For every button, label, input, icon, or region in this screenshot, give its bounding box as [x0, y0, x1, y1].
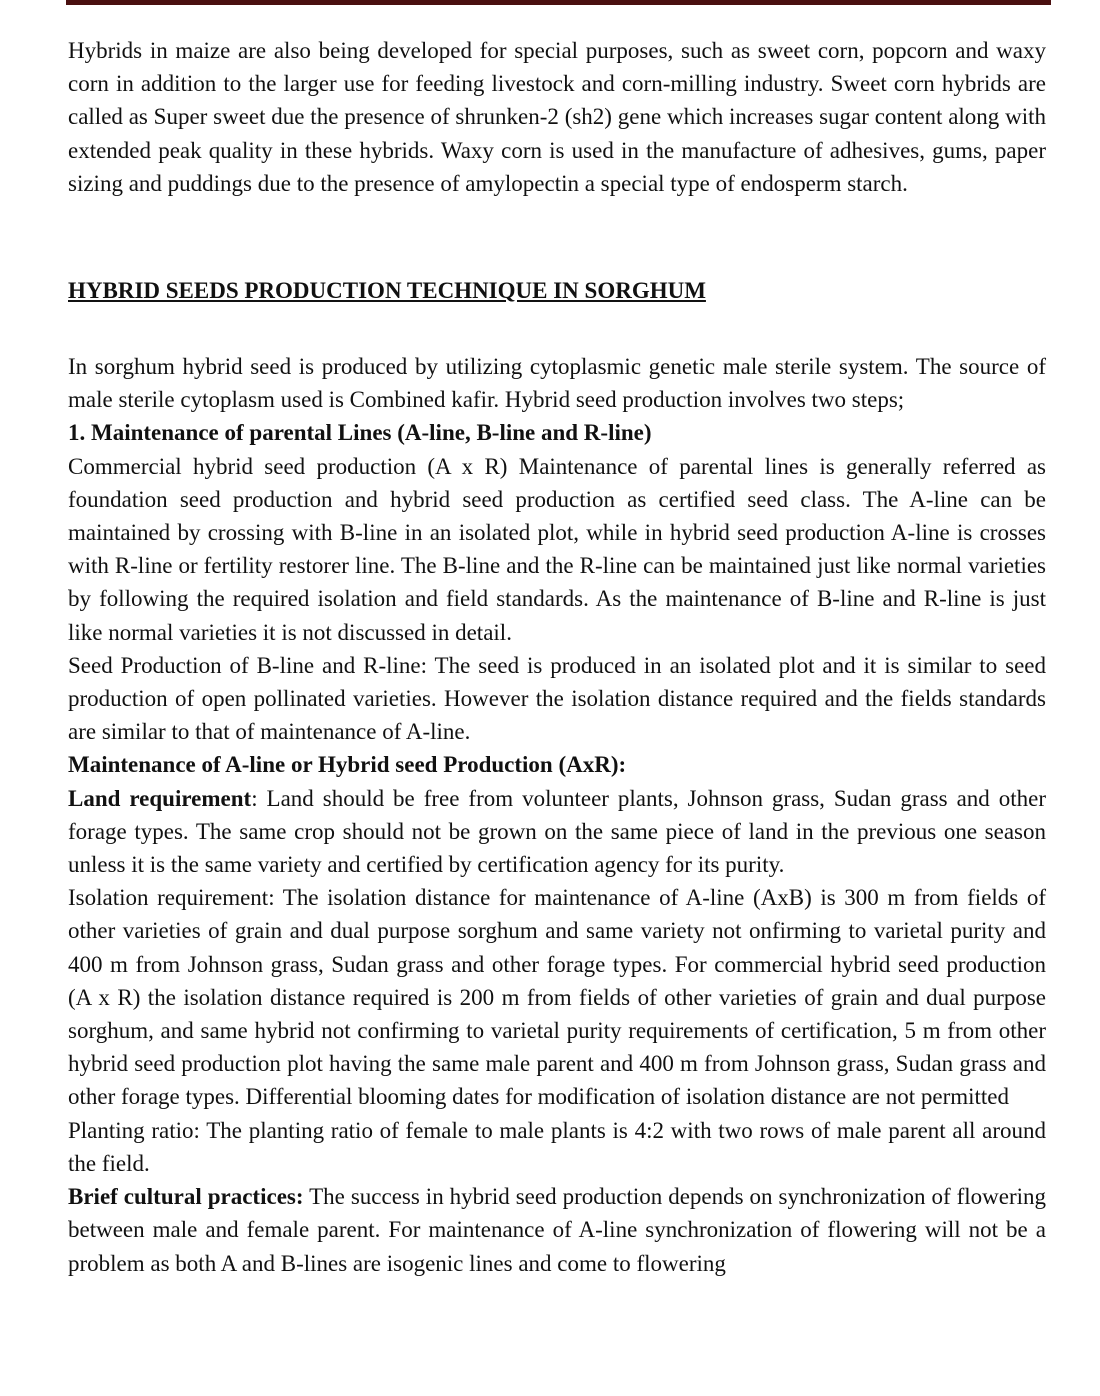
maintenance-a-line-heading: Maintenance of A-line or Hybrid seed Production (AxR): — [68, 752, 627, 778]
section-heading: HYBRID SEEDS PRODUCTION TECHNIQUE IN SORGHUM — [68, 278, 706, 304]
land-requirement-paragraph — [68, 782, 1046, 882]
cultural-practices-text: The success in hybrid seed production depends on synchronization of flowering between male and female parent. For maintenance of A-line synchronization of flowering will not be a problem as both A and B-lines are isogenic lines and come to flowering — [68, 1184, 1047, 1276]
cultural-practices-label: Brief cultural practices: — [68, 1184, 304, 1210]
top-rule — [66, 0, 1051, 5]
planting-ratio-paragraph: Planting ratio: The planting ratio of female to male plants is 4:2 with two rows of male parent all around the field. — [68, 1117, 1046, 1176]
cultural-practices-paragraph — [68, 1180, 1046, 1280]
land-requirement-text: : Land should be free from volunteer plants, Johnson grass, Sudan grass and other forage types. The same crop should not be grown on the same piece of land in the previous one season unless it is the same variety and certified by certification agency for its purity. — [68, 785, 1047, 878]
maize-hybrids-paragraph: Hybrids in maize are also being developed for special purposes, such as sweet corn, popcorn and waxy corn in addition to the larger use for feeding livestock and corn-milling industry. Sweet corn hybrids are called as Super sweet due the presence of shrunken-2 (sh2) gene which increases sugar content along with extended peak quality in these hybrids. Waxy corn is used in the manufacture of adhesives, gums, paper sizing and puddings due to the presence of amylopectin a special type of endosperm starch. — [68, 38, 1046, 196]
step1-heading: 1. Maintenance of parental Lines (A-line, B-line and R-line) — [68, 420, 652, 446]
document-page — [68, 34, 1046, 1280]
parental-lines-paragraph: Commercial hybrid seed production (A x R) Maintenance of parental lines is generally referred as foundation seed production and hybrid seed production as certified seed class. The A-line can be maintained by crossing with B-line in an isolated plot, while in hybrid seed production A-line is crosses with R-line or fertility restorer line. The B-line and the R-line can be maintained just like normal varieties by following the required isolation and field standards. As the maintenance of B-line and R-line is just like normal varieties it is not discussed in detail. — [68, 453, 1046, 645]
isolation-requirement-paragraph: Isolation requirement: The isolation distance for maintenance of A-line (AxB) is 300 m from fields of other varieties of grain and dual purpose sorghum and same variety not onfirming to varietal purity and 400 m from Johnson grass, Sudan grass and other forage types. For commercial hybrid seed production (A x R) the isolation distance required is 200 m from fields of other varieties of grain and dual purpose sorghum, and same hybrid not confirming to varietal purity requirements of certification, 5 m from other hybrid seed production plot having the same male parent and 400 m from Johnson grass, Sudan grass and other forage types. Differential blooming dates for modification of isolation distance are not permitted — [68, 885, 1046, 1110]
land-requirement-label: Land requirement — [68, 785, 252, 811]
seed-production-br-paragraph: Seed Production of B-line and R-line: The seed is produced in an isolated plot and it is similar to seed production of open pollinated varieties. However the isolation distance required and the fields standards are similar to that of maintenance of A-line. — [68, 652, 1046, 745]
sorghum-intro-paragraph: In sorghum hybrid seed is produced by utilizing cytoplasmic genetic male sterile system. The source of male sterile cytoplasm used is Combined kafir. Hybrid seed production involves two steps; — [68, 354, 1046, 413]
